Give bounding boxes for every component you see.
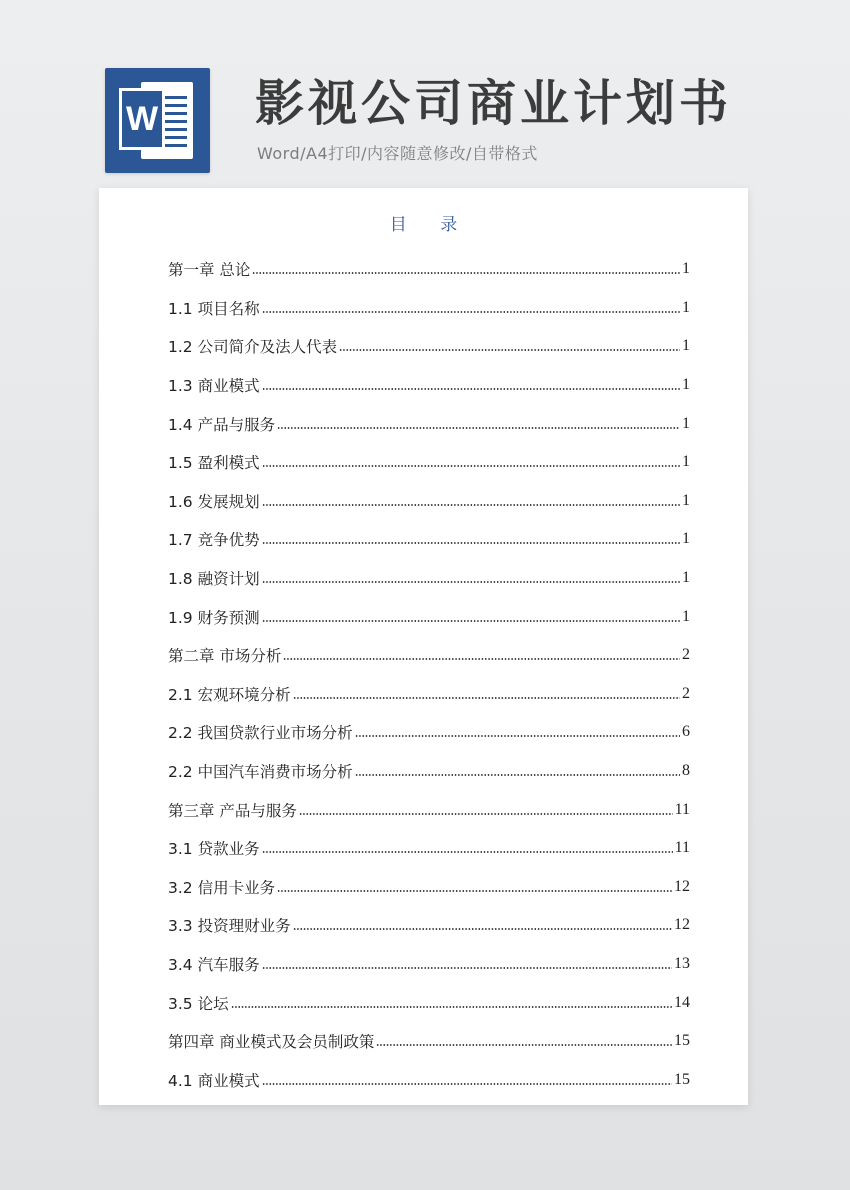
toc-entry[interactable] [168, 443, 690, 482]
toc-entry-label: 1.1 项目名称 [168, 299, 260, 318]
toc-entry-page-number: 1 [682, 453, 690, 471]
toc-dot-leader [262, 619, 680, 622]
toc-entry[interactable] [168, 1022, 690, 1061]
toc-dot-leader [355, 774, 680, 777]
toc-entry-page-number: 6 [682, 723, 690, 741]
toc-entry-label: 3.5 论坛 [168, 994, 229, 1013]
toc-entry-label: 第四章 商业模式及会员制政策 [168, 1033, 375, 1052]
toc-entry-label: 1.3 商业模式 [168, 377, 260, 396]
toc-entry[interactable] [168, 945, 690, 984]
toc-entry-page-number: 11 [674, 800, 690, 818]
toc-entry-label: 3.3 投资理财业务 [168, 917, 291, 936]
toc-entry-label: 1.4 产品与服务 [168, 415, 276, 434]
toc-dot-leader [283, 658, 680, 661]
toc-entry-page-number: 15 [674, 1070, 690, 1088]
toc-dot-leader [277, 889, 672, 892]
word-icon [105, 68, 210, 173]
toc-entry-label: 2.2 中国汽车消费市场分析 [168, 763, 353, 782]
toc-list [168, 250, 690, 1099]
toc-entry[interactable] [168, 250, 690, 289]
toc-dot-leader [262, 388, 680, 391]
toc-entry-page-number: 1 [682, 376, 690, 394]
toc-dot-leader [293, 696, 680, 699]
toc-dot-leader [355, 735, 680, 738]
toc-entry[interactable] [168, 829, 690, 868]
toc-dot-leader [262, 465, 680, 468]
toc-entry-page-number: 1 [682, 414, 690, 432]
page-subtitle: Word/A4打印/内容随意修改/自带格式 [257, 144, 538, 163]
page-title: 影视公司商业计划书 [255, 75, 733, 132]
toc-dot-leader [231, 1005, 672, 1008]
toc-dot-leader [299, 812, 673, 815]
toc-entry-label: 1.9 财务预测 [168, 608, 260, 627]
toc-entry-page-number: 13 [674, 954, 690, 972]
toc-entry-page-number: 1 [682, 491, 690, 509]
toc-dot-leader [262, 310, 680, 313]
toc-dot-leader [262, 966, 672, 969]
toc-dot-leader [262, 542, 680, 545]
toc-entry[interactable] [168, 366, 690, 405]
toc-entry[interactable] [168, 906, 690, 945]
toc-entry-page-number: 1 [682, 260, 690, 278]
toc-entry-label: 1.7 竞争优势 [168, 531, 260, 550]
toc-entry-label: 1.6 发展规划 [168, 492, 260, 511]
toc-entry[interactable] [168, 983, 690, 1022]
toc-entry-label: 3.2 信用卡业务 [168, 878, 276, 897]
toc-entry-page-number: 11 [674, 839, 690, 857]
toc-dot-leader [252, 272, 680, 275]
toc-entry-page-number: 1 [682, 569, 690, 587]
toc-entry-page-number: 1 [682, 337, 690, 355]
toc-entry[interactable] [168, 482, 690, 521]
toc-entry-page-number: 2 [682, 646, 690, 664]
toc-entry-label: 3.4 汽车服务 [168, 955, 260, 974]
toc-entry-page-number: 12 [674, 877, 690, 895]
toc-entry-page-number: 1 [682, 298, 690, 316]
toc-entry-page-number: 15 [674, 1032, 690, 1050]
toc-entry[interactable] [168, 289, 690, 328]
toc-entry[interactable] [168, 713, 690, 752]
toc-entry-label: 1.8 融资计划 [168, 570, 260, 589]
toc-entry-label: 2.1 宏观环境分析 [168, 685, 291, 704]
toc-entry-page-number: 12 [674, 916, 690, 934]
toc-entry-label: 4.1 商业模式 [168, 1071, 260, 1090]
toc-dot-leader [262, 851, 673, 854]
toc-entry[interactable] [168, 790, 690, 829]
toc-entry-page-number: 2 [682, 684, 690, 702]
toc-entry-page-number: 1 [682, 607, 690, 625]
toc-entry-page-number: 1 [682, 530, 690, 548]
toc-dot-leader [262, 503, 680, 506]
toc-entry[interactable] [168, 1060, 690, 1099]
toc-entry-page-number: 14 [674, 993, 690, 1011]
toc-entry-label: 第二章 市场分析 [168, 647, 282, 666]
toc-entry-page-number: 8 [682, 762, 690, 780]
toc-dot-leader [293, 928, 672, 931]
toc-entry[interactable] [168, 675, 690, 714]
page-header [0, 0, 850, 190]
toc-entry-label: 第一章 总论 [168, 261, 251, 280]
word-icon-letter: W [119, 88, 165, 150]
document-page [99, 188, 748, 1105]
toc-entry-label: 2.2 我国贷款行业市场分析 [168, 724, 353, 743]
toc-dot-leader [277, 426, 680, 429]
toc-entry[interactable] [168, 404, 690, 443]
toc-dot-leader [376, 1044, 672, 1047]
toc-entry[interactable] [168, 597, 690, 636]
toc-entry[interactable] [168, 327, 690, 366]
toc-entry[interactable] [168, 520, 690, 559]
toc-entry-label: 1.2 公司简介及法人代表 [168, 338, 338, 357]
toc-entry[interactable] [168, 752, 690, 791]
toc-heading: 目 录 [389, 215, 472, 235]
toc-entry-label: 第三章 产品与服务 [168, 801, 297, 820]
toc-dot-leader [339, 349, 680, 352]
toc-entry-label: 1.5 盈利模式 [168, 454, 260, 473]
toc-entry[interactable] [168, 559, 690, 598]
toc-dot-leader [262, 1082, 672, 1085]
toc-dot-leader [262, 581, 680, 584]
toc-entry-label: 3.1 贷款业务 [168, 840, 260, 859]
toc-entry[interactable] [168, 868, 690, 907]
toc-entry[interactable] [168, 636, 690, 675]
